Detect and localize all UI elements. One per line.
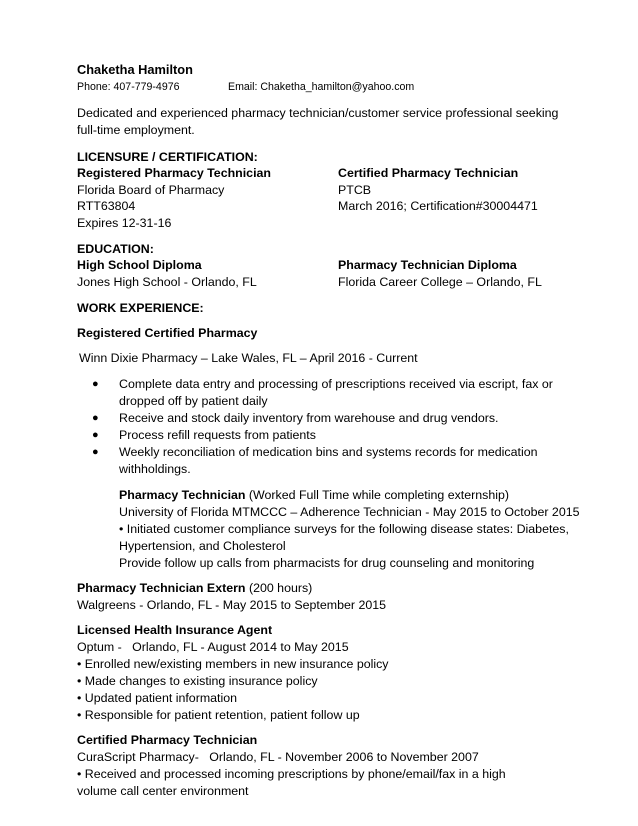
job-block [77, 487, 580, 572]
list-item: • Enrolled new/existing members in new insurance policy [77, 657, 389, 671]
bullet-icon: ● [92, 412, 99, 424]
phone-number: Phone: 407-779-4976 [77, 81, 180, 93]
certification-number: March 2016; Certification#30004471 [338, 199, 538, 213]
job-heading-line [77, 580, 577, 597]
license-title: Registered Pharmacy Technician [77, 166, 271, 180]
licensure-row [77, 215, 577, 232]
bullet-icon: ● [92, 429, 99, 441]
license-number: RTT63804 [77, 199, 136, 213]
list-item: • Updated patient information [77, 691, 238, 705]
job-title: Pharmacy Technician Extern [77, 581, 246, 595]
job-title: Pharmacy Technician [119, 488, 246, 502]
list-item: ● Receive and stock daily inventory from warehouse and drug vendors. [92, 411, 499, 425]
job-employer: Winn Dixie Pharmacy – Lake Wales, FL – April 2016 - Current [79, 351, 418, 365]
license-issuer: Florida Board of Pharmacy [77, 182, 225, 197]
job-note: (Worked Full Time while completing externship) [245, 488, 509, 502]
job-employer: University of Florida MTMCCC – Adherence Technician - May 2015 to October 2015 [119, 505, 580, 519]
contact-line [77, 78, 577, 96]
candidate-name: Chaketha Hamilton [77, 62, 193, 77]
job-block [77, 732, 577, 800]
bullet-icon: ● [92, 378, 99, 390]
job-employer: Walgreens - Orlando, FL - May 2015 to September 2015 [77, 598, 387, 612]
work-section [77, 300, 580, 800]
school-right: Florida Career College – Orlando, FL [338, 274, 542, 289]
job-note: (200 hours) [245, 581, 313, 595]
list-item: ● Complete data entry and processing of prescriptions received via escript, fax or dropped off by patient daily [92, 377, 553, 408]
job-block [77, 622, 577, 724]
bullet-icon: ● [92, 446, 99, 458]
education-section [77, 241, 577, 290]
job-title: Licensed Health Insurance Agent [77, 623, 273, 637]
job-title: Registered Certified Pharmacy [77, 326, 258, 340]
list-item: ● Weekly reconciliation of medication bins and systems records for medication withholdings. [92, 445, 538, 476]
list-item: ● Process refill requests from patients [92, 428, 316, 442]
education-row [77, 257, 577, 274]
school-left: Jones High School - Orlando, FL [77, 274, 257, 289]
email-address: Email: Chaketha_hamilton@yahoo.com [228, 81, 415, 93]
job-duties [77, 376, 577, 478]
job-title: Certified Pharmacy Technician [77, 733, 258, 747]
job-detail: • Initiated customer compliance surveys for the following disease states: Diabetes, Hypertension, and Cholesterol [119, 522, 569, 553]
licensure-heading: LICENSURE / CERTIFICATION: [77, 150, 258, 164]
degree-right: Pharmacy Technician Diploma [338, 258, 517, 272]
summary-text: Dedicated and experienced pharmacy technician/customer service professional seeking full-time employment. [77, 106, 559, 137]
licensure-row [77, 198, 577, 215]
job-block [77, 580, 577, 614]
licensure-row [77, 165, 577, 182]
job-detail: Provide follow up calls from pharmacists for drug counseling and monitoring [119, 556, 535, 570]
certification-issuer: PTCB [338, 182, 372, 197]
work-heading: WORK EXPERIENCE: [77, 301, 204, 315]
resume-page [77, 62, 580, 800]
degree-left: High School Diploma [77, 258, 202, 272]
list-item: • Made changes to existing insurance policy [77, 674, 318, 688]
licensure-section [77, 149, 577, 231]
list-item: • Received and processed incoming prescriptions by phone/email/fax in a high volume call center environment [77, 767, 506, 798]
license-expiry: Expires 12-31-16 [77, 215, 172, 230]
certification-title: Certified Pharmacy Technician [338, 166, 519, 180]
job-employer: Optum - Orlando, FL - August 2014 to May 2015 [77, 640, 349, 654]
education-row [77, 274, 577, 291]
education-heading: EDUCATION: [77, 242, 154, 256]
licensure-row [77, 182, 577, 199]
job-heading-line [119, 487, 577, 504]
list-item: • Responsible for patient retention, patient follow up [77, 708, 360, 722]
job-employer: CuraScript Pharmacy- Orlando, FL - November 2006 to November 2007 [77, 750, 479, 764]
